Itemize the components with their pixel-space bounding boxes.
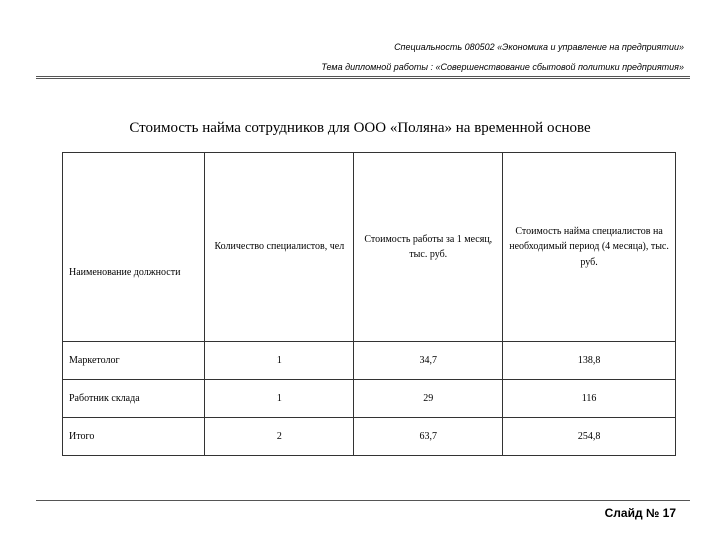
cell-monthly-cost: 29: [354, 380, 503, 418]
column-header-count: Количество специалистов, чел: [205, 153, 354, 342]
cell-position: Маркетолог: [63, 342, 205, 380]
column-header-position: Наименование должности: [63, 153, 205, 342]
table-row: [63, 380, 676, 418]
cell-monthly-cost: 63,7: [354, 418, 503, 456]
table-row-total: [63, 418, 676, 456]
cell-period-cost: 138,8: [503, 342, 676, 380]
table-row: [63, 342, 676, 380]
cell-period-cost: 254,8: [503, 418, 676, 456]
cell-count: 1: [205, 380, 354, 418]
header-thesis-topic: Тема дипломной работы : «Совершенствование сбытовой политики предприятия»: [321, 62, 684, 72]
footer-divider: [36, 500, 690, 501]
table-header-row: [63, 153, 676, 342]
cell-position: Итого: [63, 418, 205, 456]
header-divider: [36, 76, 690, 77]
staff-cost-table: [62, 152, 676, 456]
column-header-period-cost: Стоимость найма специалистов на необходимый период (4 месяца), тыс. руб.: [503, 153, 676, 342]
header-divider-secondary: [36, 78, 690, 79]
cell-count: 1: [205, 342, 354, 380]
header-specialty: Специальность 080502 «Экономика и управление на предприятии»: [394, 42, 684, 52]
slide-number: Слайд № 17: [604, 506, 676, 520]
cell-count: 2: [205, 418, 354, 456]
cell-position: Работник склада: [63, 380, 205, 418]
column-header-monthly-cost: Стоимость работы за 1 месяц, тыс. руб.: [354, 153, 503, 342]
cell-monthly-cost: 34,7: [354, 342, 503, 380]
cell-period-cost: 116: [503, 380, 676, 418]
slide-title: Стоимость найма сотрудников для ООО «Поляна» на временной основе: [129, 120, 591, 136]
